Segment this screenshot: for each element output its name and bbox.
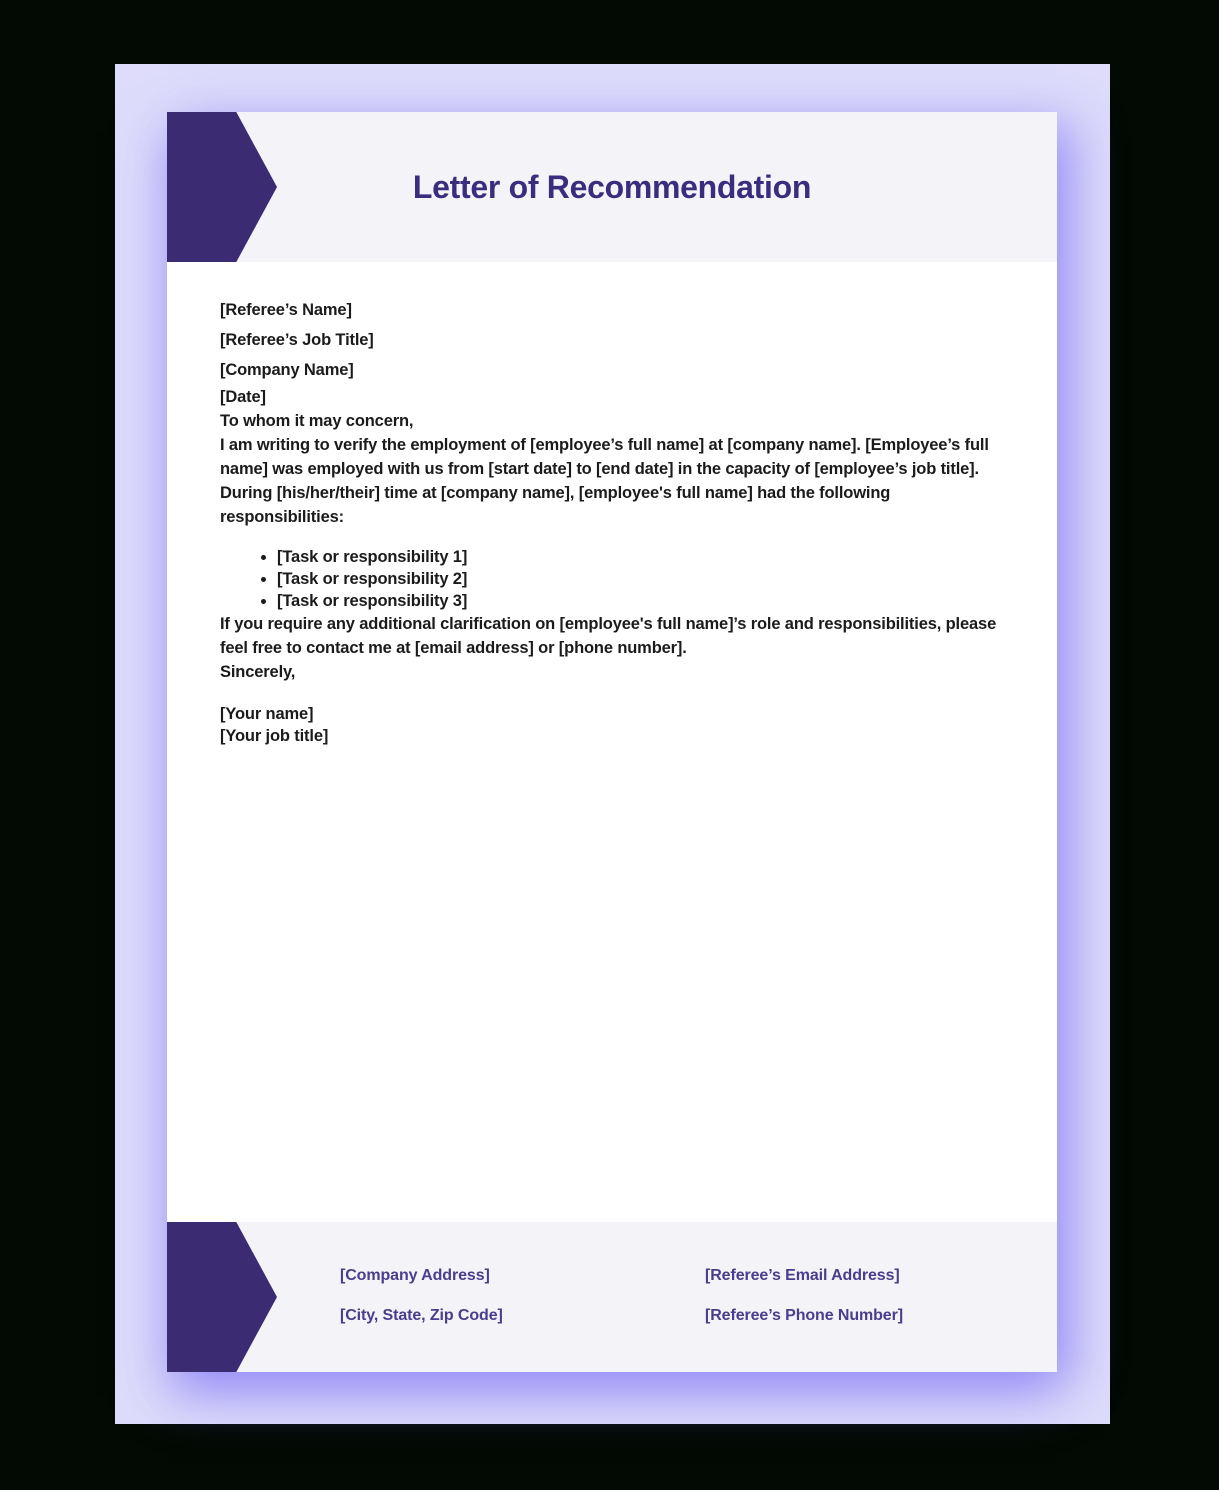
responsibility-item: • [Task or responsibility 1] — [277, 546, 1004, 568]
responsibility-item: • [Task or responsibility 3] — [277, 590, 1004, 612]
employment-verification-paragraph: I am writing to verify the employment of [employee’s full name] at [company name]. [Employee’s full name] was employed with us from [start date] to [end date] in the capacity of [employee’s job title]. — [220, 436, 989, 478]
footer-address-column — [340, 1264, 503, 1328]
company-name-placeholder: [Company Name] — [220, 361, 354, 379]
contact-clarification-paragraph: If you require any additional clarification on [employee's full name]’s role and responsibilities, please feel free to contact me at [email address] or [phone number]. — [220, 615, 997, 657]
responsibility-item: • [Task or responsibility 2] — [277, 568, 1004, 590]
page-header — [167, 112, 1057, 262]
referee-job-title-placeholder: [Referee’s Job Title] — [220, 331, 374, 349]
your-name-placeholder: [Your name] — [220, 705, 314, 723]
header-arrow-accent-shape — [167, 112, 277, 262]
responsibilities-intro-paragraph: During [his/her/their] time at [company name], [employee's full name] had the following responsibilities: — [220, 484, 891, 526]
letter-body — [220, 262, 1004, 747]
page-title: Letter of Recommendation — [412, 168, 812, 205]
referee-email-placeholder: [Referee’s Email Address] — [705, 1267, 900, 1284]
recipient-block — [220, 295, 1004, 385]
closing-line: Sincerely, — [220, 663, 296, 681]
signature-block — [220, 703, 1004, 747]
letter-page — [167, 112, 1057, 1372]
city-state-zip-placeholder: [City, State, Zip Code] — [340, 1307, 503, 1324]
your-job-title-placeholder: [Your job title] — [220, 727, 329, 745]
document-mat — [115, 64, 1110, 1424]
footer-contact-column — [705, 1264, 903, 1328]
footer-arrow-accent-shape — [167, 1222, 277, 1372]
salutation: To whom it may concern, — [220, 412, 414, 430]
referee-name-placeholder: [Referee’s Name] — [220, 301, 352, 319]
company-address-placeholder: [Company Address] — [340, 1267, 490, 1284]
responsibilities-list — [220, 546, 1004, 612]
referee-phone-placeholder: [Referee’s Phone Number] — [705, 1307, 903, 1324]
page-footer — [167, 1222, 1057, 1372]
date-placeholder: [Date] — [220, 388, 266, 406]
